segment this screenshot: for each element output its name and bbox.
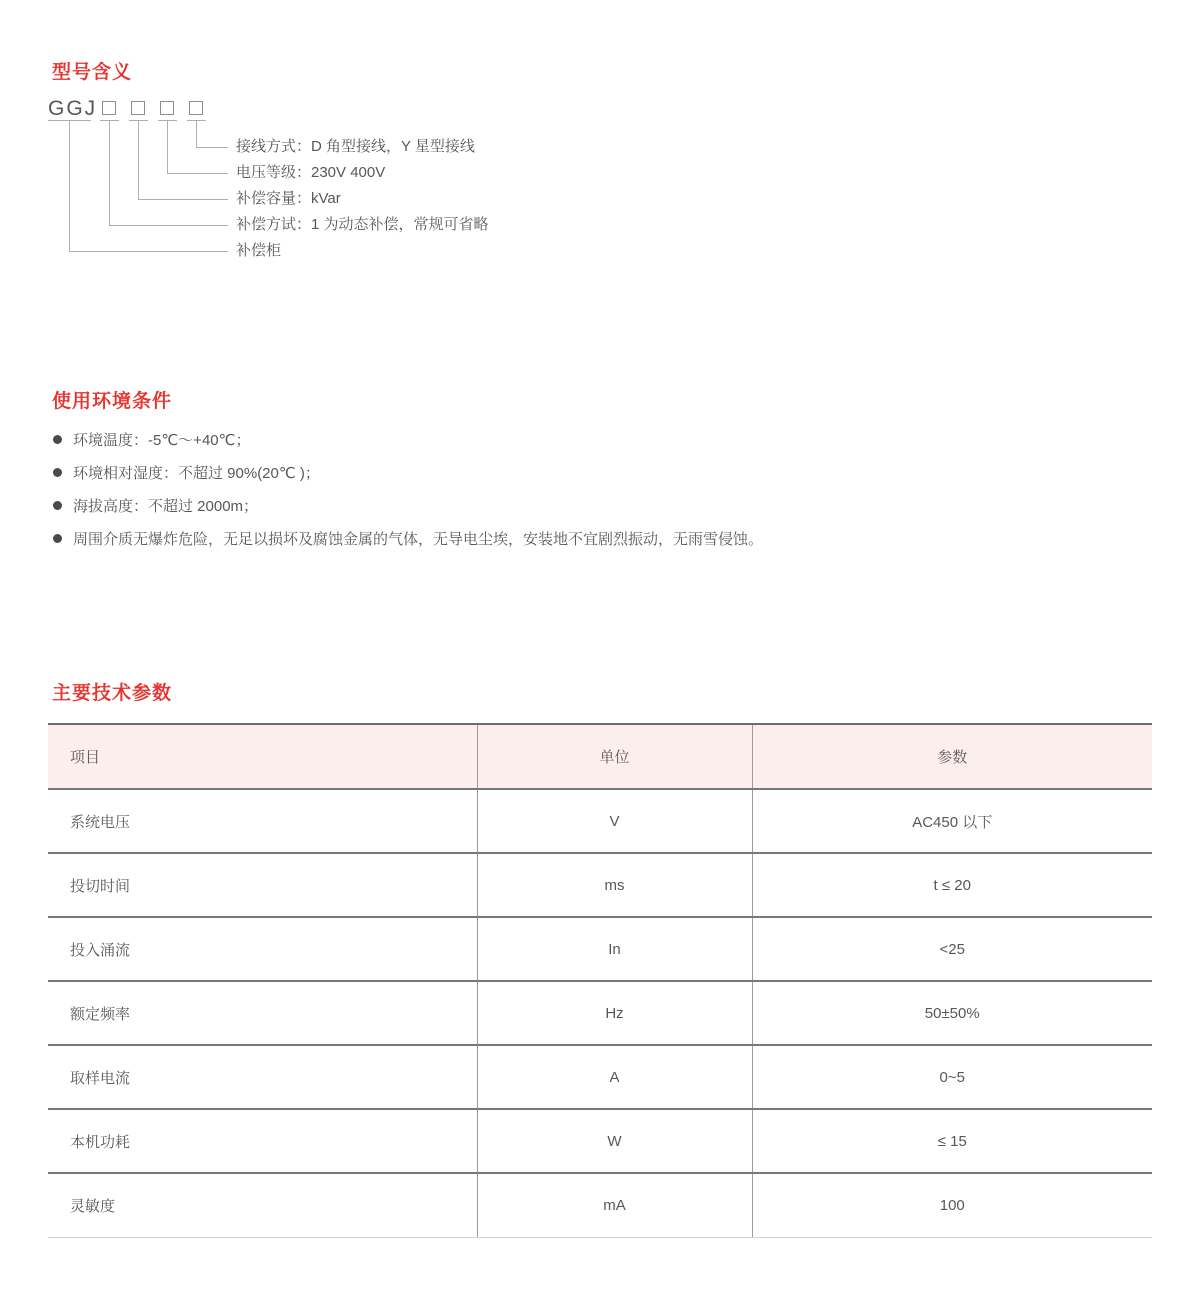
env-item-temperature (53, 431, 763, 451)
environment-list (53, 431, 763, 563)
diagram-label-wiring: 接线方式：D 角型接线，Y 星型接线 (236, 138, 475, 155)
env-item-medium (53, 530, 763, 550)
diagram-line (196, 121, 197, 147)
diagram-line (138, 121, 139, 199)
table-cell-unit: In (477, 917, 752, 981)
table-cell-item: 投切时间 (48, 853, 477, 917)
table-header-item: 项目 (48, 724, 477, 789)
env-item-humidity (53, 464, 763, 484)
env-item-text: 周围介质无爆炸危险，无足以损坏及腐蚀金属的气体，无导电尘埃，安装地不宜剧烈振动，无雨雪侵蚀。 (73, 531, 764, 548)
diagram-line (138, 199, 228, 200)
model-prefix: GGJ (48, 97, 98, 120)
table-header-unit: 单位 (477, 724, 752, 789)
table-header-parameter: 参数 (752, 724, 1152, 789)
table-cell-item: 灵敏度 (48, 1173, 477, 1237)
table-row (48, 1045, 1152, 1109)
table-cell-unit: ms (477, 853, 752, 917)
table-cell-parameter: AC450 以下 (752, 789, 1152, 853)
table-row (48, 917, 1152, 981)
parameters-section-title: 主要技术参数 (52, 683, 173, 704)
table-cell-unit: A (477, 1045, 752, 1109)
diagram-line (167, 121, 168, 173)
diagram-label-compensation: 补偿方试：1 为动态补偿，常规可省略 (236, 216, 489, 233)
diagram-line (167, 173, 228, 174)
table-cell-unit: mA (477, 1173, 752, 1237)
diagram-line (69, 121, 70, 251)
bullet-icon (53, 435, 62, 444)
diagram-line (69, 251, 228, 252)
env-item-text: 环境温度：-5℃～+40℃； (73, 432, 251, 449)
model-box-4 (189, 101, 203, 115)
env-item-text: 海拔高度：不超过 2000m； (73, 498, 259, 515)
table-cell-item: 额定频率 (48, 981, 477, 1045)
bullet-icon (53, 501, 62, 510)
table-cell-unit: W (477, 1109, 752, 1173)
table-header-row (48, 724, 1152, 789)
model-box-2 (131, 101, 145, 115)
table-cell-item: 投入涌流 (48, 917, 477, 981)
diagram-line (109, 121, 110, 225)
env-item-text: 环境相对湿度：不超过 90%(20℃ )； (73, 465, 320, 482)
table-cell-parameter: t ≤ 20 (752, 853, 1152, 917)
table-cell-unit: Hz (477, 981, 752, 1045)
table-row (48, 1173, 1152, 1237)
table-cell-parameter: ≤ 15 (752, 1109, 1152, 1173)
diagram-label-capacity: 补偿容量：kVar (236, 190, 341, 207)
table-cell-parameter: 100 (752, 1173, 1152, 1237)
table-row (48, 789, 1152, 853)
table-cell-parameter: 50±50% (752, 981, 1152, 1045)
table-cell-item: 系统电压 (48, 789, 477, 853)
env-item-altitude (53, 497, 763, 517)
table-cell-parameter: 0~5 (752, 1045, 1152, 1109)
diagram-line (109, 225, 228, 226)
table-cell-item: 取样电流 (48, 1045, 477, 1109)
table-row (48, 1109, 1152, 1173)
bullet-icon (53, 468, 62, 477)
model-box-3 (160, 101, 174, 115)
environment-section-title: 使用环境条件 (52, 391, 173, 412)
table-row (48, 853, 1152, 917)
model-box-1 (102, 101, 116, 115)
diagram-label-cabinet: 补偿柜 (236, 242, 282, 259)
bullet-icon (53, 534, 62, 543)
table-cell-unit: V (477, 789, 752, 853)
diagram-label-voltage: 电压等级：230V 400V (236, 164, 386, 181)
table-row (48, 981, 1152, 1045)
diagram-line (196, 147, 228, 148)
table-cell-parameter: <25 (752, 917, 1152, 981)
model-section-title: 型号含义 (52, 62, 133, 83)
params-table (48, 723, 1152, 1238)
table-cell-item: 本机功耗 (48, 1109, 477, 1173)
